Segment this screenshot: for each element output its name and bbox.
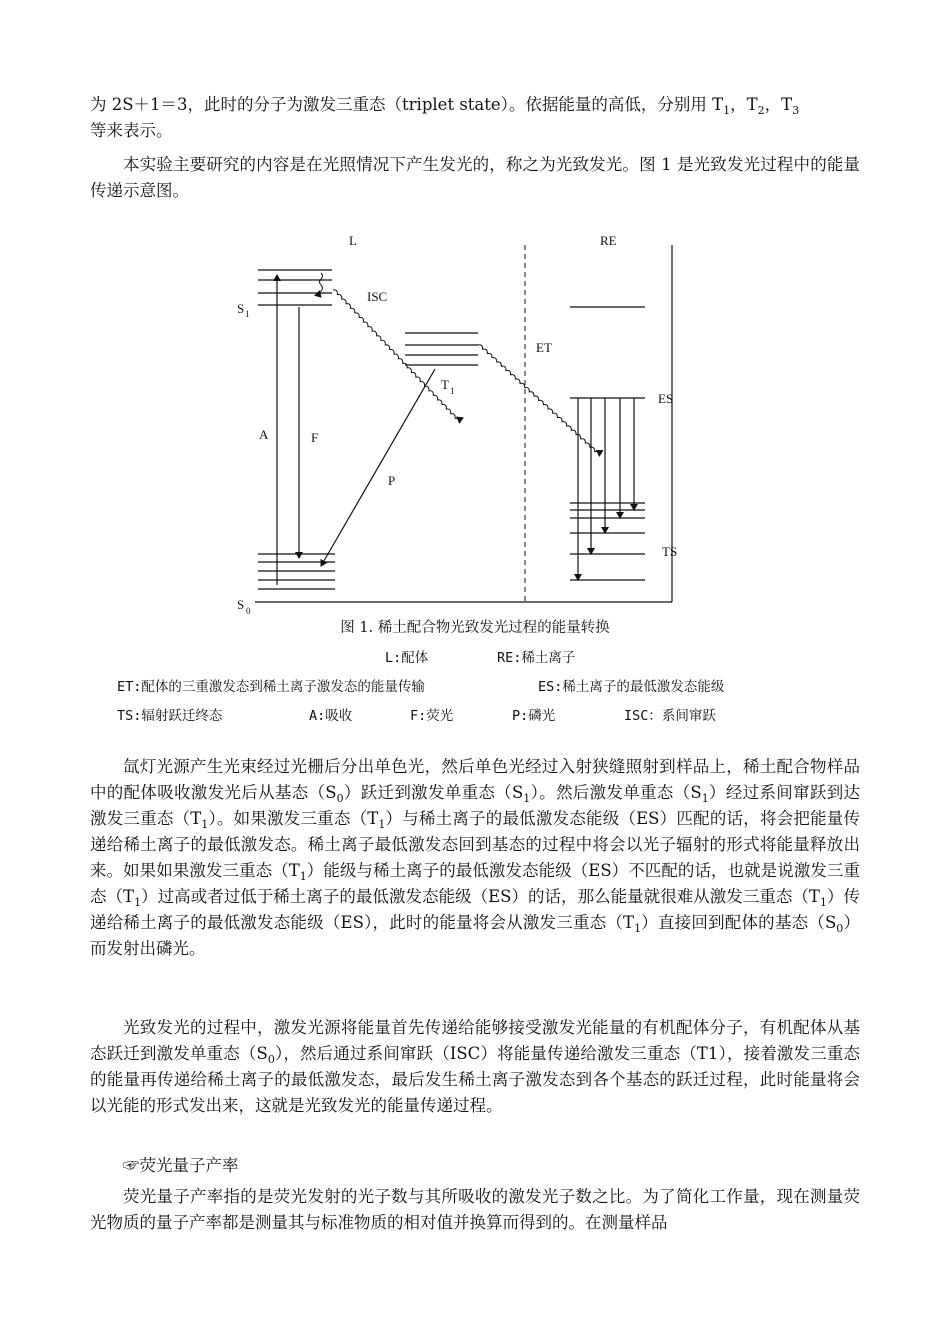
s0-levels <box>258 554 335 589</box>
label-s0: S <box>237 597 245 612</box>
subscript: 1 <box>134 896 142 909</box>
ts-levels <box>570 503 645 580</box>
legend-phosphorescence: P:磷光 <box>512 708 556 724</box>
intro-text: ，T <box>730 95 758 114</box>
label-s1-sub: 1 <box>245 309 250 319</box>
text-run: ）跃迁到激发单重态（S <box>343 783 524 802</box>
label-fluorescence: F <box>311 430 319 445</box>
text-run: 光致发光的过程中，激发光源将能量首先传递给能够接受激发光能量的有机配体分子，有机配体从基态跃迁到激发单重态（S <box>90 1018 860 1063</box>
subscript: 1 <box>723 104 731 117</box>
intro-paragraph-2: 本实验主要研究的内容是在光照情况下产生发光的，称之为光致发光。图 1 是光致发光过程中的能量传递示意图。 <box>90 155 860 200</box>
label-t1: T <box>441 377 449 392</box>
text-run: ）传递给稀土离子的最低激发态能级（ES），此时的能量将会从激发三重态（T <box>90 887 861 932</box>
legend-ligand: L:配体 <box>385 650 429 666</box>
subscript: 0 <box>267 1053 275 1066</box>
section-heading: ☞荧光量子产率 <box>123 1156 239 1175</box>
text-run: ）能级与稀土离子的最低激发态能级（ES）不匹配的话，也就是说激发三重态（T <box>90 861 860 906</box>
legend-rare-earth: RE:稀土离子 <box>497 650 576 666</box>
t1-levels <box>405 333 478 365</box>
intro-text: ，T <box>764 95 793 114</box>
legend-et: ET:配体的三重激发态到稀土离子激发态的能量传输 <box>117 679 425 695</box>
isc-arrow <box>306 289 487 423</box>
subscript: 0 <box>836 922 844 935</box>
label-phosphorescence: P <box>388 473 396 488</box>
phosphorescence-arrow <box>321 369 435 566</box>
subscript: 1 <box>701 792 709 805</box>
et-arrow <box>457 344 621 456</box>
process-paragraph <box>90 1015 860 1119</box>
text-run: ）。如果激发三重态（T <box>208 809 379 828</box>
subscript: 0 <box>336 792 344 805</box>
subscript: 1 <box>378 818 386 831</box>
subscript: 1 <box>201 818 209 831</box>
subscript: 1 <box>819 896 827 909</box>
label-et: ET <box>536 340 552 355</box>
text-run: ）经过系间窜跃到达激发三重态（T <box>90 783 860 828</box>
text-run: ）过高或者过低于稀土离子的最低激发态能级（ES）的话，那么能量就很难从激发三重态（T <box>141 887 820 906</box>
xenon-paragraph <box>90 754 860 962</box>
text-run: ）直接回到配体的基态（S <box>641 913 837 932</box>
subscript: 3 <box>792 104 800 117</box>
label-es: ES <box>658 391 674 406</box>
intro-paragraph <box>90 92 860 144</box>
intro-text-line2: 等来表示。 <box>90 121 173 140</box>
intro-text: 为 2S＋1＝3，此时的分子为激发三重态（triplet state）。依据能量的高低，分别用 T <box>90 95 724 114</box>
label-rare-earth: RE <box>600 233 617 248</box>
text-run: ）而发射出磷光。 <box>90 913 860 958</box>
figure-caption: 图 1. 稀土配合物光致发光过程的能量转换 <box>340 620 610 636</box>
label-ts: TS <box>662 544 678 559</box>
subscript: 1 <box>634 922 642 935</box>
label-absorption: A <box>259 427 269 442</box>
legend-fluorescence: F:荧光 <box>410 708 454 724</box>
label-ligand: L <box>349 233 357 248</box>
text-run: 氙灯光源产生光束经过光栅后分出单色光，然后单色光经过入射狭缝照射到样品上，稀土配合物样品中的配体吸收激发光后从基态（S <box>90 757 860 802</box>
label-s1: S <box>237 301 245 316</box>
label-s0-sub: 0 <box>246 606 251 616</box>
label-isc: ISC <box>367 289 388 304</box>
text-run: ）与稀土离子的最低激发态能级（ES）匹配的话，将会把能量传递给稀土离子的最低激发态。稀土离子最低激发态回到基态的过程中将会以光子辐射的形式将能量释放出来。如果如果激发三重态（T <box>90 809 860 880</box>
legend-es: ES:稀土离子的最低激发态能级 <box>538 679 725 695</box>
subscript: 1 <box>299 870 307 883</box>
legend-ts: TS:辐射跃迁终态 <box>117 708 223 724</box>
es-emission-arrows <box>578 398 634 580</box>
text-run: ）。然后激发单重态（S <box>530 783 702 802</box>
quantum-yield-paragraph: 荧光量子产率指的是荧光发射的光子数与其所吸收的激发光子数之比。为了简化工作量，现在测量荧光物质的量子产率都是测量其与标准物质的相对值并换算而得到的。在测量样品 <box>90 1187 860 1232</box>
legend-isc: ISC：系间窜跃 <box>624 708 716 724</box>
subscript: 2 <box>757 104 765 117</box>
text-run: ），然后通过系间窜跃（ISC）将能量传递给激发三重态（T1），接着激发三重态的能量再传递给稀土离子的最低激发态，最后发生稀土离子激发态到各个基态的跃迁过程，此时能量将会以光能的形式发出来，这就是光致发光的能量传递过程。 <box>90 1044 860 1115</box>
label-t1-sub: 1 <box>450 386 455 396</box>
subscript: 1 <box>523 792 531 805</box>
legend-absorption: A:吸收 <box>309 708 353 724</box>
s1-levels <box>258 270 332 305</box>
energy-level-diagram <box>225 225 695 625</box>
